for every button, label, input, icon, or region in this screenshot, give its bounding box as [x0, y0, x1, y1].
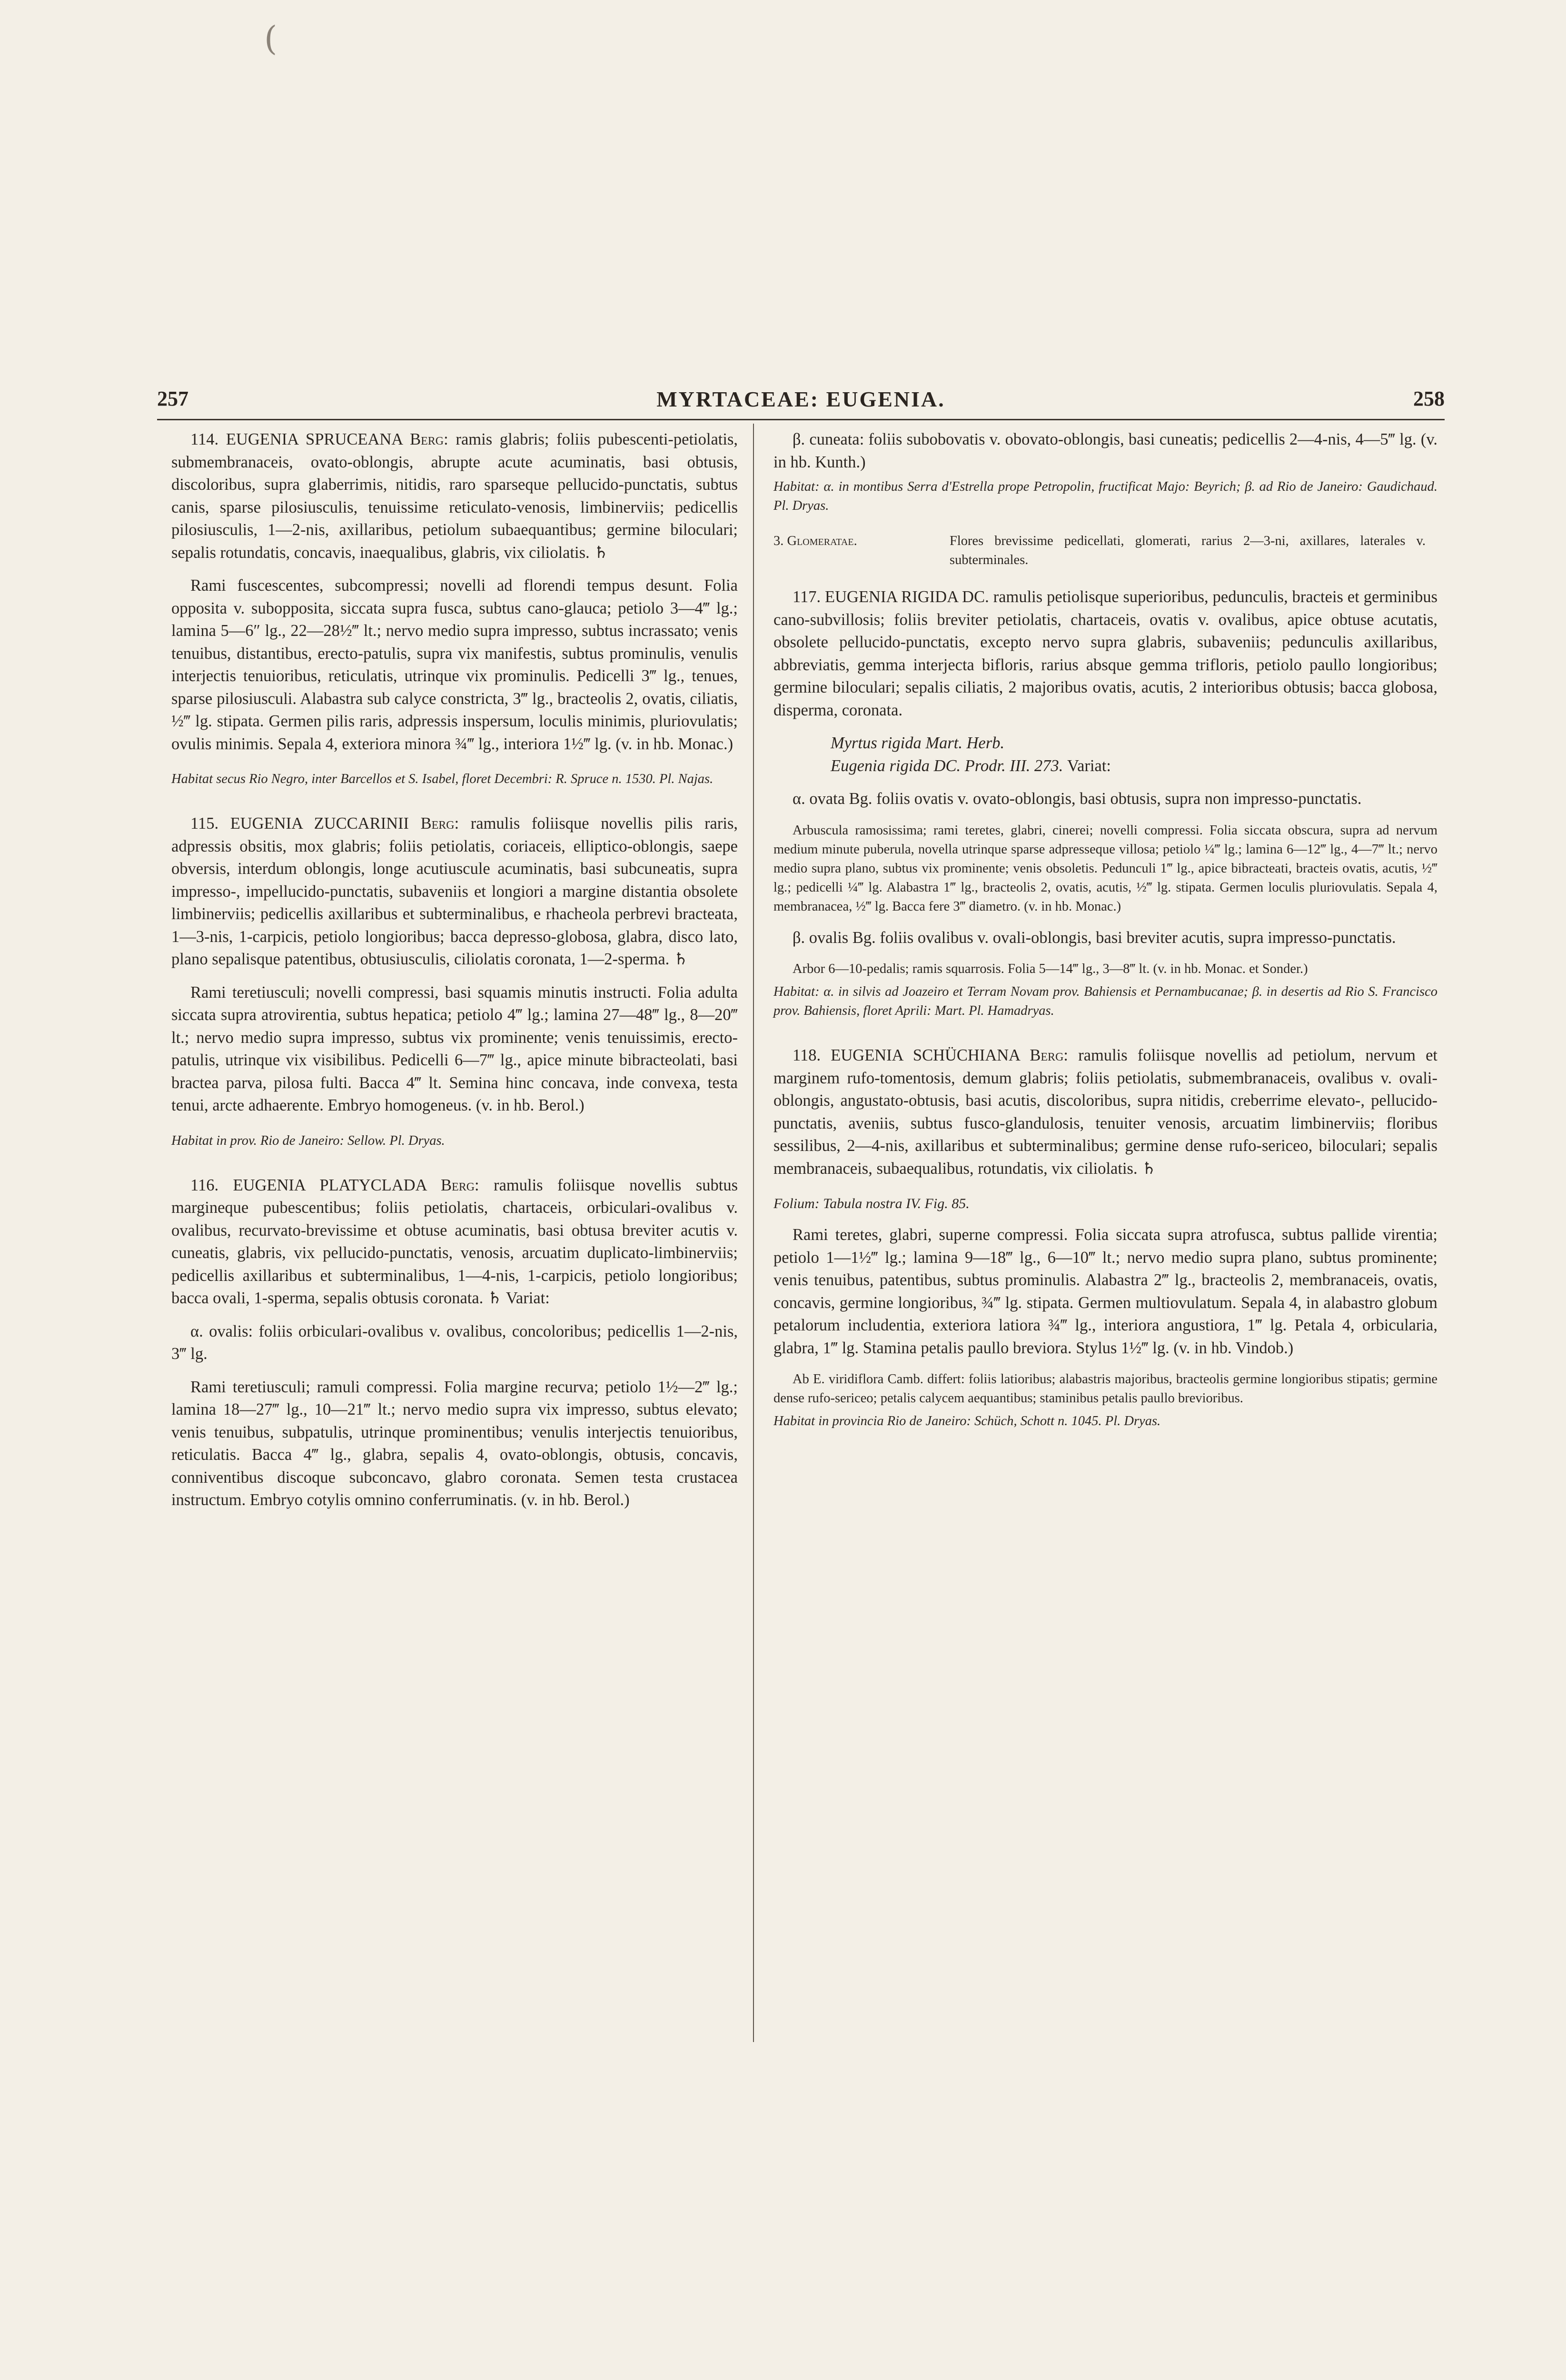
column-divider	[753, 424, 754, 2042]
running-title: MYRTACEAE: EUGENIA.	[656, 387, 945, 411]
species-118-description: Rami teretes, glabri, superne compressi. Folia siccata supra atrofusca, subtus pallide virentia; petiolo 1—1½‴ lg.; lamina 9—18‴ lg., 6—10‴ lt.; nervo medio supra plano, subtus prominente; venis tenuibus, patentibus, subtus prominulis. Alabastra 2‴ lg., bracteolis 2, membranaceis, ovatis, concavis, germine longioribus, ¾‴ lg. stipata. Germen multiovulatum. Sepala 4, in alabastro globum petalorum includentia, exteriora latiora ¾‴ lg., interiora angustiora, 1‴ lg. Petala 4, orbicularia, glabra, 1‴ lg. Stamina petalis paullo breviora. Stylus 1½‴ lg. (v. in hb. Vindob.)	[773, 1226, 1437, 1357]
species-115-entry	[171, 813, 738, 971]
species-117-variat: Variat:	[1067, 756, 1111, 775]
species-114-description: Rami fuscescentes, subcompressi; novelli ad florendi tempus desunt. Folia opposita v. subopposita, siccata supra fusca, subtus cano-glauca; petiolo 3—4‴ lg.; lamina 5—6″ lg., 22—28½‴ lt.; nervo medio supra impresso, subtus incrassato; venis tenuibus, distantibus, erecto-patulis, supra vix manifestis, subtus prominulis, venulis interjectis tenuioribus, reticulatis, utrinque vix prominulis. Pedicelli 3‴ lg., tenues, sparse pilosiusculi. Alabastra sub calyce constricta, 3‴ lg., bracteolis 2, ovatis, ciliatis, ½‴ lg. stipata. Germen pilis raris, adpressis inspersum, loculis minimis, pluriovulatis; ovulis minimis. Sepala 4, exteriora minora ¾‴ lg., interiora 1½‴ lg. (v. in hb. Monac.)	[171, 576, 738, 753]
species-118-figure-reference: Folium: Tabula nostra IV. Fig. 85.	[773, 1196, 970, 1211]
species-114-habitat: Habitat secus Rio Negro, inter Barcellos et S. Isabel, floret Decembri: R. Spruce n. 1530. Pl. Najas.	[171, 772, 714, 786]
species-114-diagnosis: ramis glabris; foliis pubescenti-petiolatis, submembranaceis, ovato-oblongis, abrupte acute acuminatis, basi obtusis, discoloribus, supra glaberrimis, nitidis, raro sparseque pellucido-punctatis, subtus canis, sparse pilosiusculis, tenuissime reticulato-venosis, limbinerviis; pedicellis pilosiusculis, 1—2-nis, axillaribus, petiolum subaequantibus; germine biloculari; sepalis rotundatis, concavis, inaequalibus, glabris, vix ciliolatis. ♄	[171, 430, 738, 562]
species-117-diagnosis: ramulis petiolisque superioribus, pedunculis, bracteis et germinibus cano-subvillosis; foliis breviter petiolatis, chartaceis, ovatis v. ovalibus, apice obtuse acutatis, obsolete pellucido-punctatis, excepto nervo supra glabris, subaveniis; pedunculis axillaribus, abbreviatis, gemma interjecta bifloris, rarius absque gemma trifloris, petiolo paullo longioribus; germine biloculari; sepalis ciliatis, 2 majoribus ovatis, acutis, 2 interioribus obtusis; bacca globosa, disperma, coronata.	[773, 588, 1437, 719]
species-116-variety-beta: β. cuneata: foliis subobovatis v. obovato-oblongis, basi cuneatis; pedicellis 2—4-nis, 4—5‴ lg. (v. in hb. Kunth.)	[773, 430, 1437, 471]
species-117-variety-alpha: α. ovata Bg. foliis ovatis v. ovato-oblongis, basi obtusis, supra non impresso-punctatis.	[793, 790, 1362, 808]
species-118-title: 118. EUGENIA SCHÜCHIANA	[793, 1046, 1020, 1064]
species-117-synonym-2-text: Eugenia rigida DC. Prodr. III. 273.	[831, 756, 1063, 775]
species-115-author: Berg:	[420, 814, 459, 833]
species-116-diagnosis: ramulis foliisque novellis subtus margineque pubescentibus; foliis petiolatis, chartaceis, orbiculari-ovalibus v. ovalibus, recurvato-brevissime et obtuse acuminatis, basi obtusa breviter acutis v. cuneatis, glabris, vix pellucido-punctatis, venosis, arcuatim duplicato-limbinerviis; pedicellis axillaribus et subterminalibus, 1—4-nis, 1-carpicis, petiolo longioribus; bacca ovali, 1-sperma, sepalis obtusis coronata. ♄ Variat:	[171, 1176, 738, 1307]
species-116-description: Rami teretiusculi; ramuli compressi. Folia margine recurva; petiolo 1½—2‴ lg.; lamina 18—27‴ lg., 10—21‴ lt.; nervo medio supra vix impresso, subtus elevato; venis tenuibus, subpatulis, utrinque prominentibus; venulis interjectis tenuioribus, reticulatis. Bacca 4‴ lg., glabra, sepalis 4, ovato-oblongis, obtusis, concavis, conniventibus discoque subconcavo, glabro coronata. Semen testa crustacea instructum. Embryo cotylis omnino conferruminatis. (v. in hb. Berol.)	[171, 1378, 738, 1509]
page-number-left: 257	[157, 387, 188, 410]
species-117-synonym-1: Myrtus rigida Mart. Herb.	[831, 734, 1005, 752]
page-number-right: 258	[1413, 387, 1445, 410]
species-114-title: 114. EUGENIA SPRUCEANA	[190, 430, 403, 448]
species-116-habitat: Habitat: α. in montibus Serra d'Estrella prope Petropolin, fructificat Majo: Beyrich; β. ad Rio de Janeiro: Gaudichaud. Pl. Dryas.	[773, 479, 1437, 513]
section-glomeratae-text: Flores brevissime pedicellati, glomerati, rarius 2—3-ni, axillares, laterales v. subterminales.	[950, 534, 1426, 567]
species-118-diagnosis: ramulis foliisque novellis ad petiolum, nervum et marginem rufo-tomentosis, demum glabris; foliis petiolatis, submembranaceis, ovalibus v. ovali-oblongis, angustato-obtusis, basi acutis, discoloribus, supra nitidis, creberrime elevato-, pellucido-punctatis, aveniis, subtus fusco-glandulosis, tenuiter venosis, arcuatim limbinerviis; floribus sessilibus, 2—4-nis, axillaribus et subterminalibus; germine dense rufo-sericeo, biloculari; sepalis membranaceis, subaequalibus, rotundatis, vix ciliolatis. ♄	[773, 1046, 1437, 1178]
section-glomeratae	[773, 532, 1437, 570]
species-117-entry	[773, 586, 1437, 722]
species-114-author: Berg:	[410, 430, 448, 448]
species-116-entry	[171, 1174, 738, 1310]
species-116-variety-alpha: α. ovalis: foliis orbiculari-ovalibus v. ovalibus, concoloribus; pedicellis 1—2-nis, 3‴ lg.	[171, 1322, 738, 1363]
species-118-author: Berg:	[1030, 1046, 1068, 1064]
species-115-description: Rami teretiusculi; novelli compressi, basi squamis minutis instructi. Folia adulta siccata supra atrovirentia, subtus hepatica; petiolo 4‴ lg.; lamina 27—48‴ lg., 8—20‴ lt.; nervo medio supra impresso, subtus vix prominente; venis tenuissimis, erecto-patulis, utrinque vix visibilibus. Pedicelli 6—7‴ lg., apice minute bibracteolati, basi bractea parva, pilosa fulti. Bacca 4‴ lt. Semina hinc concava, inde convexa, testa tenui, arcte adhaerente. Embryo homogeneus. (v. in hb. Berol.)	[171, 983, 738, 1114]
species-118-habitat: Habitat in provincia Rio de Janeiro: Schüch, Schott n. 1045. Pl. Dryas.	[773, 1414, 1161, 1428]
scan-mark-top: (	[264, 19, 278, 58]
species-115-diagnosis: ramulis foliisque novellis pilis raris, adpressis obsitis, mox glabris; foliis petiolatis, coriaceis, elliptico-oblongis, saepe obversis, interdum oblongis, longe acutiuscule acuminatis, basi subcuneatis, supra impresso-, impellucido-punctatis, subaveniis et longiori a margine distantia obsolete limbinerviis; pedicellis axillaribus et subterminalibus, e rhacheola perbrevi bracteata, 1—3-nis, 1-carpicis, petiolo longioribus; bacca depresso-globosa, glabra, disco lato, plano sepalisque patentibus, obtusiusculis, ciliolatis coronata, 1—2-sperma. ♄	[171, 814, 738, 968]
species-117-variety-beta: β. ovalis Bg. foliis ovalibus v. ovali-oblongis, basi breviter acutis, supra impresso-punctatis.	[793, 928, 1396, 947]
header-rule	[157, 419, 1445, 420]
right-column	[773, 428, 1437, 1431]
left-column	[171, 428, 738, 1512]
species-118-comparison: Ab E. viridiflora Camb. differt: foliis latioribus; alabastris majoribus, bracteolis germine longioribus stipatis; germine dense rufo-sericeo; petalis calycem aequantibus; staminibus petalis paullo brevioribus.	[773, 1372, 1437, 1406]
species-117-synonym-2	[773, 755, 1437, 778]
species-115-habitat: Habitat in prov. Rio de Janeiro: Sellow. Pl. Dryas.	[171, 1133, 445, 1148]
species-116-title: 116. EUGENIA PLATYCLADA	[190, 1176, 426, 1194]
species-115-title: 115. EUGENIA ZUCCARINII	[190, 814, 409, 833]
species-116-author: Berg:	[441, 1176, 479, 1194]
species-117-alpha-description: Arbuscula ramosissima; rami teretes, glabri, cinerei; novelli compressi. Folia siccata obscura, supra ad nervum medium minute puberula, novella utrinque sparse adpresseque villosa; petiolo ¼‴ lg.; lamina 6—12‴ lg., 4—7‴ lt.; nervo medio supra plano, subtus vix prominente; venis obsoletis. Pedunculi 1‴ lg., apice bibracteati, bracteis ovatis, acutis, ½‴ lg.; pedicelli ¼‴ lg. Alabastra 1‴ lg., bracteolis 2, ovatis, acutis, ½‴ lg. stipata. Germen loculis pluriovulatis. Sepala 4, membranacea, ½‴ lg. Bacca fere 3‴ diametro. (v. in hb. Monac.)	[773, 823, 1437, 914]
species-117-habitat: Habitat: α. in silvis ad Joazeiro et Terram Novam prov. Bahiensis et Pernambucanae; β. in desertis ad Rio S. Francisco prov. Bahiensis, floret Aprili: Mart. Pl. Hamadryas.	[773, 984, 1437, 1018]
page-header	[157, 387, 1445, 420]
species-117-beta-description: Arbor 6—10-pedalis; ramis squarrosis. Folia 5—14‴ lg., 3—8‴ lt. (v. in hb. Monac. et Sonder.)	[793, 962, 1308, 976]
species-117-title: 117. EUGENIA RIGIDA DC.	[793, 588, 989, 606]
section-glomeratae-label: 3. Glomeratae.	[773, 534, 857, 548]
species-114-entry	[171, 428, 738, 564]
species-118-entry	[773, 1044, 1437, 1180]
